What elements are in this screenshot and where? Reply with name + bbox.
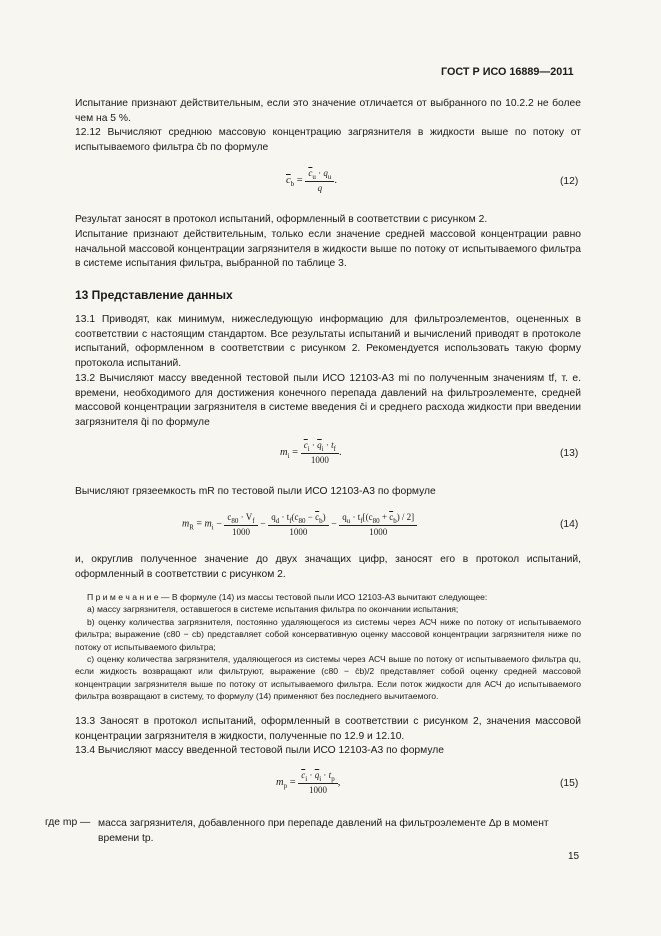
formula-number: (13) [560, 448, 579, 459]
paragraph: 13.2 Вычисляют массу введенной тестовой пыли ИСО 12103-А3 mi по полученным значениям tf, т. е. времени, необходимого для достижения конечного перепада давлений на фильтроэлементе, средней массовой концентрации загрязнителя в системе введения c̄i и среднего расхода жидкости при введении загрязнителя q̄i по формуле [75, 373, 581, 428]
formula-number: (12) [560, 176, 579, 187]
formula-12: $\overline{c}_b$ = $\frac{\overline{c}_u \cdot q_u}{q}$ . [286, 168, 337, 193]
paragraph: Результат заносят в протокол испытаний, оформленный в соответствии с рисунком 2. [75, 214, 488, 225]
formula-14: $m_R = m_i$ − $\frac{c_{80} \cdot V_f}{1000}$ − $\frac{q_d \cdot t_f(c_{80} - \overline{c}_b)}{1000}$ − $\frac{q_u \cdot t_f[(c_{80} + \overline{c}_b) / 2]}{1000}$ [182, 512, 417, 537]
paragraph: 13.1 Приводят, как минимум, нижеследующую информацию для фильтроэлементов, оцененных в соответствии с настоящим стандартом. Все результаты испытаний и вычислений приводят в протоколе испытаний, оформленном в соответствии с рисунком 2. Рекомендуется использовать такую форму протокола испытаний. [75, 314, 581, 369]
definition-symbol: где mp — [45, 817, 91, 828]
note [75, 591, 581, 703]
note-lead: П р и м е ч а н и е — В формуле (14) из массы тестовой пыли ИСО 12103-А3 вычитают следующее: [87, 592, 488, 602]
note-item: а) массу загрязнителя, оставшегося в системе испытания фильтра по окончании испытания; [87, 604, 459, 615]
paragraph: 12.12 Вычисляют среднюю массовую концентрацию загрязнителя в жидкости выше по потоку от испытываемого фильтра c̄b по формуле [75, 127, 581, 153]
page-number: 15 [568, 851, 580, 862]
section-title: 13 Представление данных [75, 288, 233, 302]
definition-line: времени tp. [98, 832, 154, 844]
paragraph: и, округлив полученное значение до двух значащих цифр, заносят его в протокол испытаний, оформленный в соответствии с рисунком 2. [75, 554, 581, 580]
paragraph: Испытание признают действительным, если это значение отличается от выбранного по 10.2.2 не более чем на 5 %. [75, 98, 581, 124]
paragraph: Вычисляют грязеемкость mR по тестовой пыли ИСО 12103-А3 по формуле [75, 486, 436, 497]
formula-number: (15) [560, 778, 579, 789]
definition-line: масса загрязнителя, добавленного при перепаде давлений на фильтроэлементе Δp в момент [98, 818, 549, 829]
definition-text [98, 817, 584, 846]
formula-15: $m_p$ = $\frac{\overline{c}_i \cdot \overline{q}_i \cdot t_p}{1000}$ , [276, 770, 341, 795]
formula-13: $m_i$ = $\frac{\overline{c}_i \cdot \overline{q}_i \cdot t_f}{1000}$ . [280, 440, 342, 465]
paragraph: 13.3 Заносят в протокол испытаний, оформленный в соответствии с рисунком 2, значения массовой концентрации загрязнителя в жидкости, полученные по 12.9 и 12.10. [75, 716, 581, 742]
paragraph: 13.4 Вычисляют массу введенной тестовой пыли ИСО 12103-А3 по формуле [75, 745, 445, 756]
note-item: b) оценку количества загрязнителя, постоянно удаляющегося из системы через АСЧ ниже по потоку от испытываемого фильтра; выражение (c80 − cb) представляет собой консервативную оценку массовой концентрации загрязнителя ниже по потоку от испытываемого фильтра; [75, 616, 581, 652]
note-item: c) оценку количества загрязнителя, удаляющегося из системы через АСЧ выше по потоку от испытываемого фильтра qu, если жидкость возвращают или фильтруют, выражение (c80 − c̄b)/2 представляет собой оценку средней массовой концентрации загрязнителя выше по потоку от испытываемого фильтра. Если поток жидкости для АСЧ до испытываемого фильтра возвращают в систему, то формулу (14) применяют без последнего вычитаемого. [75, 654, 581, 702]
paragraph: Испытание признают действительным, только если значение средней массовой концентрации равно начальной массовой концентрации загрязнителя в жидкости выше по потоку от испытываемого фильтра в системе испытания фильтра, выбранной по таблице 3. [75, 229, 581, 270]
formula-number: (14) [560, 519, 579, 530]
page-header: ГОСТ Р ИСО 16889—2011 [441, 66, 574, 78]
